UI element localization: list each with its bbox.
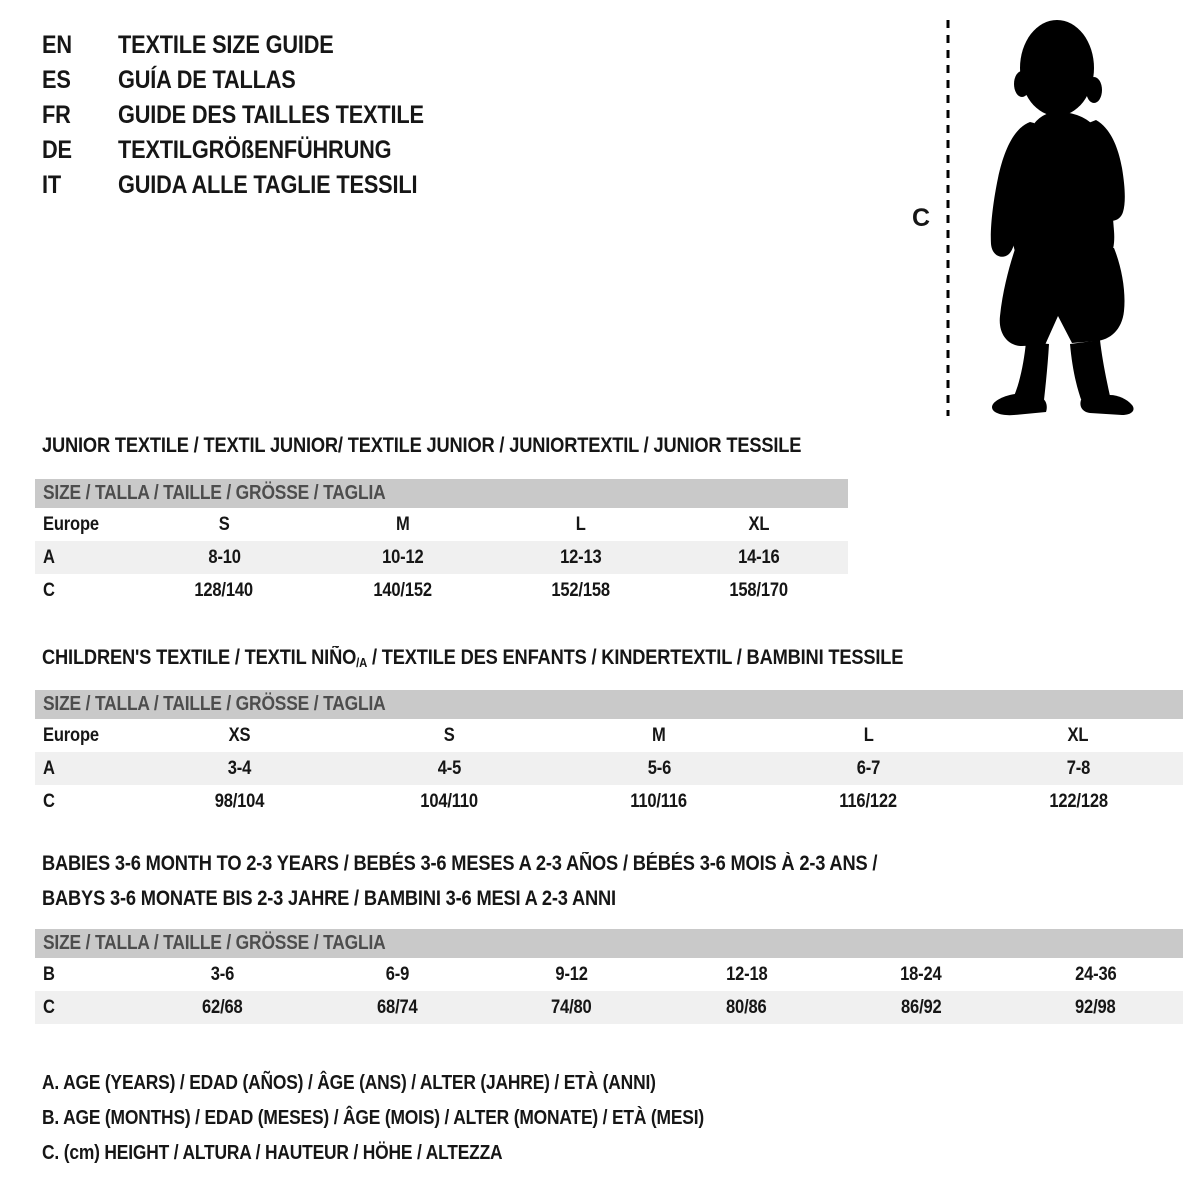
language-code: DE xyxy=(42,136,72,164)
cell-value: 6-7 xyxy=(856,757,881,779)
table-row xyxy=(35,752,1183,785)
cell-value: 9-12 xyxy=(555,963,588,985)
language-row xyxy=(42,63,470,98)
row-label: B xyxy=(43,963,55,985)
language-code: ES xyxy=(42,66,71,94)
size-header-bar: SIZE / TALLA / TAILLE / GRÖSSE / TAGLIA xyxy=(35,479,848,508)
row-label: Europe xyxy=(43,724,99,746)
cell-value: 86/92 xyxy=(900,996,942,1018)
cell-value: 18-24 xyxy=(900,963,942,985)
cell-value: S xyxy=(218,513,230,535)
title-subscript: /A xyxy=(356,655,368,670)
language-row xyxy=(42,168,470,203)
cell-value: 10-12 xyxy=(381,546,424,568)
cell-value: 5-6 xyxy=(647,757,671,779)
cell-value: 12-18 xyxy=(725,963,768,985)
cell-value: 128/140 xyxy=(194,579,254,601)
height-measure-label: C xyxy=(912,204,931,232)
cell-value: 80/86 xyxy=(726,996,767,1018)
language-title: GUIDA ALLE TAGLIE TESSILI xyxy=(118,171,418,199)
cell-value: 6-9 xyxy=(385,963,409,985)
section-title: JUNIOR TEXTILE / TEXTIL JUNIOR/ TEXTILE JUNIOR / JUNIORTEXTIL / JUNIOR TESSILE xyxy=(42,434,802,457)
cell-value: 62/68 xyxy=(202,996,243,1018)
language-row xyxy=(42,28,470,63)
table-row xyxy=(35,541,848,574)
cell-value: 92/98 xyxy=(1075,996,1116,1018)
legend-line-b: B. AGE (MONTHS) / EDAD (MESES) / ÂGE (MOIS) / ALTER (MONATE) / ETÀ (MESI) xyxy=(42,1107,705,1129)
section-junior-textile xyxy=(35,434,848,607)
cell-value: 140/152 xyxy=(373,579,432,601)
cell-value: 158/170 xyxy=(729,579,789,601)
row-label: Europe xyxy=(43,513,99,535)
cell-value: 68/74 xyxy=(376,996,418,1018)
cell-value: 122/128 xyxy=(1048,790,1108,812)
cell-value: XL xyxy=(1067,724,1089,746)
measurement-legend xyxy=(42,1066,803,1171)
language-row xyxy=(42,133,470,168)
cell-value: 8-10 xyxy=(207,546,241,568)
cell-value: 3-6 xyxy=(210,963,235,985)
row-label: A xyxy=(43,757,55,779)
cell-value: 98/104 xyxy=(215,790,265,812)
cell-value: 74/80 xyxy=(551,996,592,1018)
table-row xyxy=(35,574,848,607)
language-code: EN xyxy=(42,31,72,59)
cell-value: 110/116 xyxy=(630,790,688,812)
cell-value: 12-13 xyxy=(559,546,602,568)
cell-value: M xyxy=(652,724,666,746)
cell-value: L xyxy=(863,724,874,746)
table-row xyxy=(35,785,1183,818)
row-label: C xyxy=(43,996,55,1018)
language-title: TEXTILGRÖßENFÜHRUNG xyxy=(118,136,392,164)
language-title-list xyxy=(42,28,470,203)
cell-value: XL xyxy=(748,513,770,535)
cell-value: 24-36 xyxy=(1074,963,1117,985)
cell-value: 14-16 xyxy=(738,546,780,568)
table-row xyxy=(35,719,1183,752)
table-row xyxy=(35,991,1183,1024)
row-label: C xyxy=(43,790,55,812)
language-row xyxy=(42,98,470,133)
cell-value: XS xyxy=(228,724,251,746)
cell-value: 152/158 xyxy=(551,579,610,601)
section-children-textile xyxy=(35,646,1183,818)
language-title: GUIDE DES TAILLES TEXTILE xyxy=(118,101,424,129)
cell-value: 3-4 xyxy=(228,757,252,779)
legend-line-c: C. (cm) HEIGHT / ALTURA / HAUTEUR / HÖHE / ALTEZZA xyxy=(42,1142,503,1164)
row-label: C xyxy=(43,579,55,601)
language-code: IT xyxy=(42,171,61,199)
section-title: CHILDREN'S TEXTILE / TEXTIL NIÑO/A / TEXTILE DES ENFANTS / KINDERTEXTIL / BAMBINI TESSILE xyxy=(42,646,904,670)
language-title: GUÍA DE TALLAS xyxy=(118,66,296,94)
cell-value: 104/110 xyxy=(420,790,479,812)
row-label: A xyxy=(43,546,55,568)
toddler-silhouette-icon xyxy=(910,16,1150,420)
cell-value: S xyxy=(443,724,455,746)
size-header-bar: SIZE / TALLA / TAILLE / GRÖSSE / TAGLIA xyxy=(35,929,1183,958)
cell-value: 4-5 xyxy=(437,757,462,779)
language-code: FR xyxy=(42,101,71,129)
toddler-silhouette xyxy=(991,20,1134,415)
language-title: TEXTILE SIZE GUIDE xyxy=(118,31,334,59)
section-title: BABIES 3-6 MONTH TO 2-3 YEARS / BEBÉS 3-6 MESES A 2-3 AÑOS / BÉBÉS 3-6 MOIS À 2-3 ANS / BABYS 3-6 MONATE BIS 2-3 JAHRE / BAMBINI 3-6 MESI A 2-3 ANNI xyxy=(42,852,878,910)
cell-value: L xyxy=(575,513,586,535)
table-row xyxy=(35,508,848,541)
cell-value: M xyxy=(395,513,410,535)
size-header-bar: SIZE / TALLA / TAILLE / GRÖSSE / TAGLIA xyxy=(35,690,1183,719)
table-row xyxy=(35,958,1183,991)
legend-line-a: A. AGE (YEARS) / EDAD (AÑOS) / ÂGE (ANS) / ALTER (JAHRE) / ETÀ (ANNI) xyxy=(42,1072,656,1094)
cell-value: 7-8 xyxy=(1066,757,1090,779)
section-babies-textile xyxy=(35,846,1183,1024)
cell-value: 116/122 xyxy=(839,790,898,812)
